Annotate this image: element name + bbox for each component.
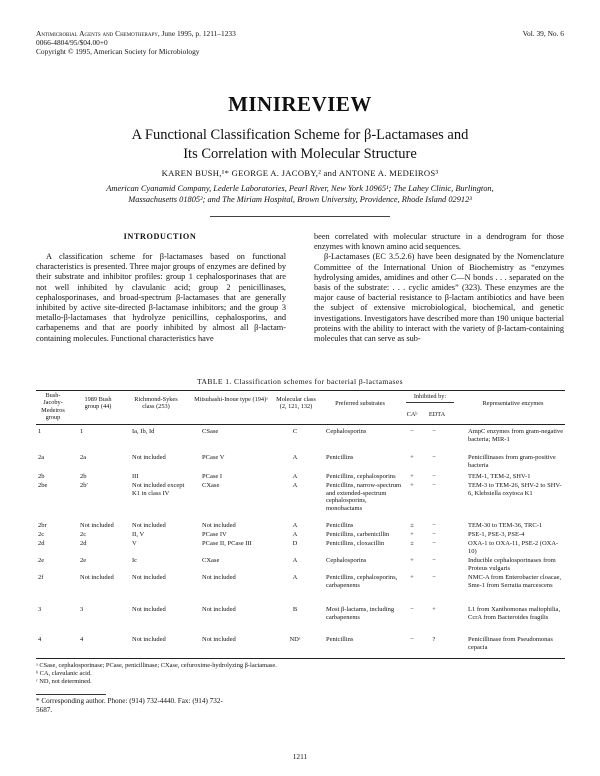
intro-continuation: been correlated with molecular structure in a dendrogram for those enzymes with known amino acid sequences.: [314, 232, 564, 252]
cell-bjm: 4: [38, 636, 42, 643]
cell-rep: AmpC enzymes from gram-negative bacteria; MIR-1: [468, 428, 564, 443]
table-header-rule: [36, 424, 565, 425]
header-representative-enzymes: Representative enzymes: [482, 400, 544, 407]
cell-bjm: 2f: [38, 574, 44, 581]
intro-right-column: [314, 232, 564, 344]
cell-rep: PSE-1, PSE-3, PSE-4: [468, 531, 525, 538]
header-inhibited-by: Inhibited by:: [413, 393, 447, 400]
cell-bjm: 2c: [38, 531, 45, 538]
intro-heading: INTRODUCTION: [123, 232, 197, 241]
cell-mi: PCase V: [202, 454, 225, 461]
table-title: TABLE 1. Classification schemes for bacterial β-lactamases: [197, 377, 403, 386]
cell-sub: Cephalosporins: [326, 428, 367, 435]
cell-edta: −: [432, 428, 436, 435]
cell-rep: Penicillinases from gram-positive bacteria: [468, 454, 556, 469]
table-footnote-c: ᶜ ND, not determined.: [36, 678, 92, 685]
cell-mi: CSase: [202, 428, 219, 435]
title-divider: [210, 216, 390, 217]
cell-ca: −: [410, 636, 414, 643]
cell-sub: Penicillins, cephalosporins, carbapenems: [326, 574, 398, 589]
cell-rs: III: [132, 473, 139, 480]
cell-rs: Ic: [132, 557, 138, 564]
cell-rs: Not included: [132, 454, 166, 461]
cell-mol: A: [292, 557, 298, 564]
cell-edta: −: [432, 522, 436, 529]
cell-mol: A: [292, 522, 298, 529]
cell-mol: NDᶜ: [289, 636, 301, 643]
header-richmond-sykes: Richmond-Sykes class (253): [134, 396, 178, 411]
cell-rs: Not included except K1 in class IV: [132, 482, 185, 497]
cell-rep: Inducible cephalosporinases from Proteus vulgaris: [468, 557, 556, 572]
corresponding-author-line2: 5687.: [36, 706, 53, 714]
cell-edta: −: [432, 454, 436, 461]
cell-mi: Not included: [202, 522, 236, 529]
cell-edta: +: [432, 606, 436, 613]
cell-rep: OXA-1 to OXA-11, PSE-2 (OXA-10): [468, 540, 559, 555]
affiliation-line1: American Cyanamid Company, Lederle Laboratories, Pearl River, New York 10965¹; The Lahey Clinic, Burlington,: [106, 184, 494, 193]
cell-edta: −: [432, 531, 436, 538]
cell-mol: B: [292, 606, 298, 613]
header-bush-group: 1989 Bush group (44): [84, 396, 112, 411]
cell-rs: Ia, Ib, Id: [132, 428, 155, 435]
cell-rs: II, V: [132, 531, 145, 538]
cell-sub: Penicillins, carbenicillin: [326, 531, 390, 538]
cell-rs: Not included: [132, 606, 166, 613]
header-edta: EDTA: [428, 411, 446, 418]
issue-date-pages: , June 1995, p. 1211–1233: [157, 29, 236, 38]
cell-mi: PCase IV: [202, 531, 227, 538]
inhibited-by-rule: [406, 402, 454, 403]
cell-edta: −: [432, 482, 436, 489]
cell-mi: CXase: [202, 557, 220, 564]
cell-bush: 1: [80, 428, 84, 435]
cell-bush: 4: [80, 636, 84, 643]
issn-line: 0066-4804/95/$04.00+0: [36, 38, 108, 47]
cell-bjm: 2br: [38, 522, 47, 529]
header-mitsuhashi-inoue: Mitsuhashi-Inoue type (194)ᵃ: [194, 396, 268, 403]
cell-edta: −: [432, 540, 436, 547]
cell-rs: Not included: [132, 636, 166, 643]
affiliation-line2: Massachusetts 01805²; and The Miriam Hospital, Brown University, Providence, Rhode Island 02912³: [128, 195, 472, 204]
cell-bush: 2b′: [80, 482, 88, 489]
footnote-rule: [36, 694, 106, 695]
cell-bush: Not included: [80, 574, 114, 581]
cell-sub: Penicillins: [326, 522, 354, 529]
table-footnote-a: ᵃ CSase, cephalosporinase; PCase, penicillinase; CXase, cefuroxime-hydrolyzing β-lactamase.: [36, 662, 277, 669]
header-ca: CAᵇ: [406, 411, 418, 418]
cell-rep: L1 from Xanthomonas maltophilia, CcrA from Bacteroides fragilis: [468, 606, 561, 621]
cell-ca: +: [410, 454, 414, 461]
cell-mi: Not included: [202, 574, 236, 581]
cell-mi: Not included: [202, 636, 236, 643]
cell-mol: A: [292, 473, 298, 480]
table-bottom-rule: [36, 658, 565, 659]
corresponding-author: [36, 697, 306, 715]
header-bjm-group: Bush-Jacoby-Medeiros group: [41, 392, 65, 422]
cell-bush: Not included: [80, 522, 114, 529]
table-top-rule: [36, 390, 565, 391]
cell-sub: Penicillins, cloxacillin: [326, 540, 385, 547]
cell-mol: D: [292, 540, 298, 547]
cell-rs: Not included: [132, 574, 166, 581]
header-preferred-substrates: Preferred substrates: [335, 400, 385, 407]
cell-bjm: 2be: [38, 482, 48, 489]
cell-mi: PCase I: [202, 473, 223, 480]
cell-edta: −: [432, 574, 436, 581]
corresponding-author-line1: * Corresponding author. Phone: (914) 732-4440. Fax: (914) 732-: [36, 697, 223, 705]
journal-name: Antimicrobial Agents and Chemotherapy: [36, 29, 158, 38]
page-number: 1211: [292, 752, 308, 761]
cell-mol: C: [292, 428, 298, 435]
cell-bjm: 2d: [38, 540, 45, 547]
cell-sub: Penicillins, cephalosporins: [326, 473, 396, 480]
cell-rep: Penicillinase from Pseudomonas cepacia: [468, 636, 553, 651]
author-list: KAREN BUSH,¹* GEORGE A. JACOBY,² and ANTONE A. MEDEIROS³: [161, 168, 439, 178]
cell-sub: Penicillins, narrow-spectrum and extended-spectrum cephalosporins, monobactams: [326, 482, 402, 512]
cell-ca: +: [410, 531, 414, 538]
cell-mi: CXase: [202, 482, 220, 489]
cell-ca: +: [410, 473, 414, 480]
cell-ca: +: [410, 574, 414, 581]
cell-bush: 2e: [80, 557, 87, 564]
cell-sub: Penicillins: [326, 454, 354, 461]
cell-rep: TEM-3 to TEM-26, SHV-2 to SHV-6, Klebsiella oxytoca K1: [468, 482, 562, 497]
cell-bjm: 2e: [38, 557, 45, 564]
cell-rep: NMC-A from Enterobacter cloacae, Sme-1 from Serratia marcescens: [468, 574, 562, 589]
cell-mol: A: [292, 454, 298, 461]
cell-bush: 2a: [80, 454, 87, 461]
intro-paragraph-2: β-Lactamases (EC 3.5.2.6) have been designated by the Nomenclature Committee of the International Union of Biochemistry as “enzymes hydrolysing amides, amidines and other C—N bonds . . . separated on the basis of the substrate: . . . cyclic amides” (323). These enzymes are the major cause of bacterial resistance to β-lactam antibiotics and have been the subject of extensive microbiological, biochemical, and genetic investigations. Investigators have described more than 190 unique bacterial proteins with the ability to interact with the variety of β-lactam-containing molecules that can serve as sub-: [314, 252, 564, 344]
cell-bush: 2b: [80, 473, 87, 480]
cell-mol: A: [292, 482, 298, 489]
cell-rs: Not included: [132, 522, 166, 529]
cell-mi: Not included: [202, 606, 236, 613]
running-header: [36, 29, 366, 38]
cell-ca: −: [410, 428, 414, 435]
intro-left-column: [36, 252, 286, 344]
cell-ca: ±: [410, 540, 414, 547]
cell-mol: A: [292, 574, 298, 581]
volume-number: Vol. 39, No. 6: [522, 29, 564, 38]
cell-bjm: 3: [38, 606, 42, 613]
cell-mol: A: [292, 531, 298, 538]
section-label: MINIREVIEW: [228, 92, 372, 116]
copyright-line: Copyright © 1995, American Society for Microbiology: [36, 47, 200, 56]
cell-ca: −: [410, 606, 414, 613]
cell-ca: +: [410, 482, 414, 489]
cell-ca: ±: [410, 522, 414, 529]
cell-rep: TEM-30 to TEM-36, TRC-1: [468, 522, 543, 529]
article-title-line2: Its Correlation with Molecular Structure: [183, 146, 417, 162]
cell-bush: 3: [80, 606, 84, 613]
cell-mi: PCase II, PCase III: [202, 540, 252, 547]
intro-paragraph-1: A classification scheme for β-lactamases based on functional characteristics is presented. Three major groups of enzymes are defined by their substrate and inhibitor profiles: group 1 cephalosporinases that are not well inhibited by clavulanic acid; group 2 penicillinases, cephalosporinases, and broad-spectrum β-lactamases that are generally inhibited by active site-directed β-lactamase inhibitors; and the group 3 metallo-β-lactamases that hydrolyze penicillins, cephalosporins, and carbapenems and that are poorly inhibited by almost all β-lactam-containing molecules. Functional characteristics have: [36, 252, 286, 343]
cell-bjm: 2b: [38, 473, 45, 480]
cell-ca: +: [410, 557, 414, 564]
cell-edta: ?: [432, 636, 436, 643]
cell-sub: Most β-lactams, including carbapenems: [326, 606, 395, 621]
article-title-line1: A Functional Classification Scheme for β-Lactamases and: [131, 127, 469, 143]
cell-bjm: 1: [38, 428, 42, 435]
cell-edta: −: [432, 473, 436, 480]
cell-bush: 2d: [80, 540, 87, 547]
cell-bush: 2c: [80, 531, 87, 538]
cell-sub: Penicillins: [326, 636, 354, 643]
cell-bjm: 2a: [38, 454, 45, 461]
cell-rs: V: [132, 540, 137, 547]
cell-sub: Cephalosporins: [326, 557, 367, 564]
cell-edta: −: [432, 557, 436, 564]
cell-rep: TEM-1, TEM-2, SHV-1: [468, 473, 531, 480]
table-footnote-b: ᵇ CA, clavulanic acid.: [36, 670, 92, 677]
header-molecular-class: Molecular class (2, 121, 132): [276, 396, 316, 411]
